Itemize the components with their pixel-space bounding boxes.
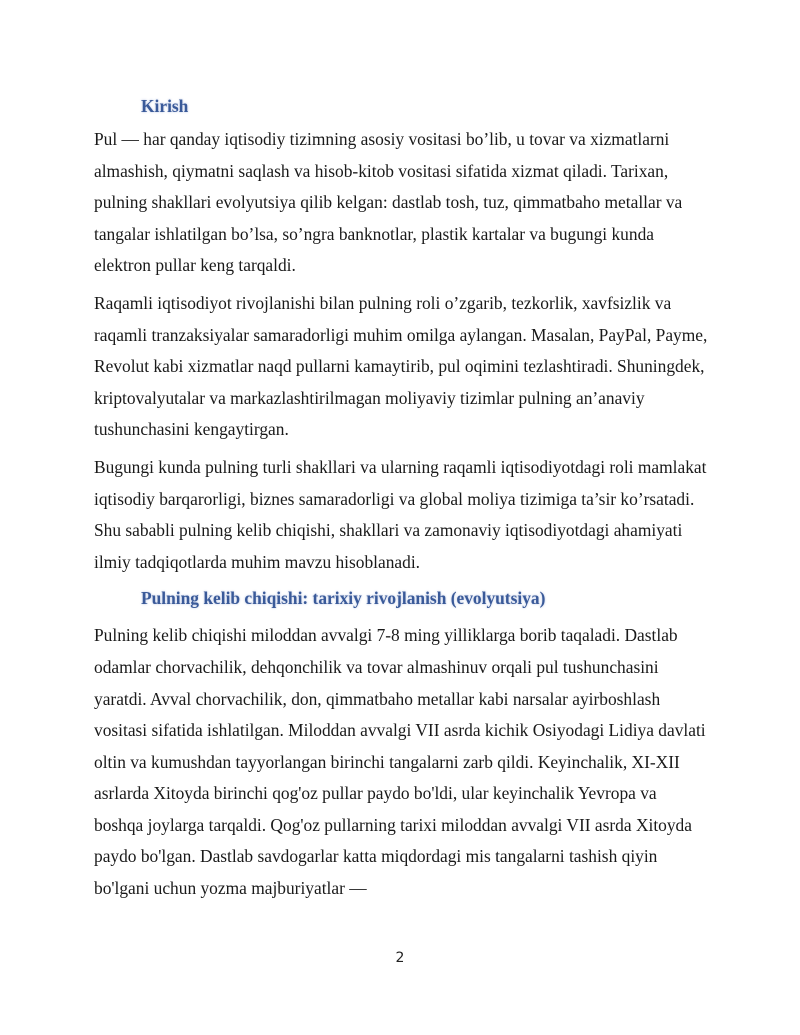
section-heading-introduction: Kirish — [141, 96, 189, 116]
page-content — [94, 92, 708, 911]
paragraph: Pul — har qanday iqtisodiy tizimning asosiy vositasi bo’lib, u tovar va xizmatlarni almashish, qiymatni saqlash va hisob-kitob vositasi sifatida xizmat qiladi. Tarixan, pulning shakllari evolyutsiya qilib kelgan: dastlab tosh, tuz, qimmatbaho metallar va tangalar ishlatilgan bo’lsa, so’ngra banknotlar, plastik kartalar va bugungi kunda elektron pullar keng tarqaldi. — [94, 129, 683, 276]
paragraph: Bugungi kunda pulning turli shakllari va ularning raqamli iqtisodiyotdagi roli mamlakat iqtisodiy barqarorligi, biznes samaradorligi va global moliya tizimiga ta’sir ko’rsatadi. Shu sababli pulning kelib chiqishi, shakllari va zamonaviy iqtisodiyotdagi ahamiyati ilmiy tadqiqotlarda muhim mavzu hisoblanadi. — [94, 456, 707, 572]
paragraph: Pulning kelib chiqishi miloddan avvalgi 7-8 ming yilliklarga borib taqaladi. Dastlab odamlar chorvachilik, dehqonchilik va tovar almashinuv orqali pul tushunchasini yaratdi. Avval chorvachilik, don, qimmatbaho metallar kabi narsalar ayirboshlash vositasi sifatida ishlatilgan. Miloddan avvalgi VII asrda kichik Osiyodagi Lidiya davlati oltin va kumushdan tayyorlangan birinchi tangalarni zarb qildi. Keyinchalik, XI-XII asrlarda Xitoyda birinchi qog'oz pullar paydo bo'ldi, ular keyinchalik Yevropa va boshqa joylarga tarqaldi. Qog'oz pullarning tarixi miloddan avvalgi VII asrda Xitoyda paydo bo'lgan. Dastlab savdogarlar katta miqdordagi mis tangalarni tashish qiyin bo'lgani uchun yozma majburiyatlar — — [94, 625, 706, 899]
paragraph: Raqamli iqtisodiyot rivojlanishi bilan pulning roli o’zgarib, tezkorlik, xavfsizlik va raqamli tranzaksiyalar samaradorligi muhim omilga aylangan. Masalan, PayPal, Payme, Revolut kabi xizmatlar naqd pullarni kamaytirib, pul oqimini tezlashtiradi. Shuningdek, kriptovalyutalar va markazlashtirilmagan moliyaviy tizimlar pulning an’anaviy tushunchasini kengaytirgan. — [94, 292, 708, 440]
page-number: 2 — [395, 950, 405, 966]
section-heading-origin-of-money: Pulning kelib chiqishi: tarixiy rivojlanish (evolyutsiya) — [141, 588, 546, 609]
